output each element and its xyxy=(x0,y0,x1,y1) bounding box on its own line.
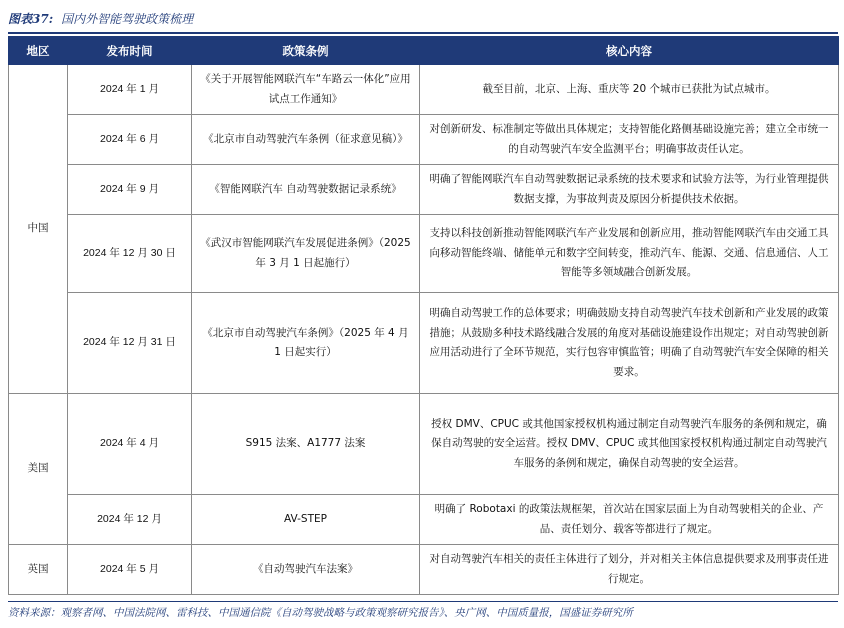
time-cell: 2024 年 5 月 xyxy=(68,545,192,595)
policy-table xyxy=(8,36,839,595)
region-cell-uk: 英国 xyxy=(9,545,68,595)
policy-cell: 《自动驾驶汽车法案》 xyxy=(192,545,420,595)
policy-cell: 《北京市自动驾驶汽车条例（征求意见稿）》 xyxy=(192,115,420,165)
policy-cell: 《武汉市智能网联汽车发展促进条例》（2025 年 3 月 1 日起施行） xyxy=(192,215,420,293)
policy-cell: 《智能网联汽车 自动驾驶数据记录系统》 xyxy=(192,165,420,215)
core-cell: 授权 DMV、CPUC 或其他国家授权机构通过制定自动驾驶汽车服务的条例和规定，确保自动驾驶的安全运营。授权 DMV、CPUC 或其他国家授权机构通过制定自动驾驶汽车服务的条例和规定，确保自动驾驶的安全运营。 xyxy=(420,394,839,495)
core-cell: 对创新研发、标准制定等做出具体规定；支持智能化路侧基础设施完善；建立全市统一的自动驾驶汽车安全监测平台；明确事故责任认定。 xyxy=(420,115,839,165)
table-row xyxy=(9,165,839,215)
table-row xyxy=(9,293,839,394)
header-region: 地区 xyxy=(9,37,68,65)
figure-label: 图表37: xyxy=(8,12,54,26)
core-cell: 支持以科技创新推动智能网联汽车产业发展和创新应用，推动智能网联汽车由交通工具向移动智能终端、储能单元和数字空间转变，推动汽车、能源、交通、信息通信、人工智能等多领域融合创新发展。 xyxy=(420,215,839,293)
figure-title: 国内外智能驾驶政策梳理 xyxy=(61,12,194,26)
header-row xyxy=(9,37,839,65)
top-rule xyxy=(8,32,838,34)
time-cell: 2024 年 9 月 xyxy=(68,165,192,215)
time-cell: 2024 年 12 月 31 日 xyxy=(68,293,192,394)
core-cell: 明确了 Robotaxi 的政策法规框架，首次站在国家层面上为自动驾驶相关的企业、产品、责任划分、载客等都进行了规定。 xyxy=(420,495,839,545)
policy-cell: 《北京市自动驾驶汽车条例》（2025 年 4 月 1 日起实行） xyxy=(192,293,420,394)
core-cell: 明确自动驾驶工作的总体要求；明确鼓励支持自动驾驶汽车技术创新和产业发展的政策措施；从鼓励多种技术路线融合发展的角度对基础设施建设作出规定；对自动驾驶创新应用活动进行了全环节规范，实行包容审慎监管；明确了自动驾驶汽车安全保障的相关要求。 xyxy=(420,293,839,394)
core-cell: 明确了智能网联汽车自动驾驶数据记录系统的技术要求和试验方法等，为行业管理提供数据支撑，为事故判责及原因分析提供技术依据。 xyxy=(420,165,839,215)
region-cell-usa: 美国 xyxy=(9,394,68,545)
table-row xyxy=(9,215,839,293)
table-row xyxy=(9,394,839,495)
table-row xyxy=(9,495,839,545)
core-cell: 截至目前，北京、上海、重庆等 20 个城市已获批为试点城市。 xyxy=(420,65,839,115)
figure-caption xyxy=(8,8,193,30)
table-row xyxy=(9,65,839,115)
header-core: 核心内容 xyxy=(420,37,839,65)
time-cell: 2024 年 4 月 xyxy=(68,394,192,495)
region-cell-china: 中国 xyxy=(9,65,68,394)
header-policy: 政策条例 xyxy=(192,37,420,65)
time-cell: 2024 年 6 月 xyxy=(68,115,192,165)
bottom-rule xyxy=(8,601,838,602)
policy-cell: 《关于开展智能网联汽车“车路云一体化”应用试点工作通知》 xyxy=(192,65,420,115)
header-time: 发布时间 xyxy=(68,37,192,65)
policy-cell: S915 法案、A1777 法案 xyxy=(192,394,420,495)
table-row xyxy=(9,545,839,595)
time-cell: 2024 年 12 月 xyxy=(68,495,192,545)
source-note: 资料来源：观察者网、中国法院网、雷科技、中国通信院《自动驾驶战略与政策观察研究报告》、央广网、中国质量报，国盛证券研究所 xyxy=(8,607,633,619)
core-cell: 对自动驾驶汽车相关的责任主体进行了划分，并对相关主体信息提供要求及刑事责任进行规定。 xyxy=(420,545,839,595)
policy-cell: AV-STEP xyxy=(192,495,420,545)
time-cell: 2024 年 1 月 xyxy=(68,65,192,115)
table-row xyxy=(9,115,839,165)
time-cell: 2024 年 12 月 30 日 xyxy=(68,215,192,293)
